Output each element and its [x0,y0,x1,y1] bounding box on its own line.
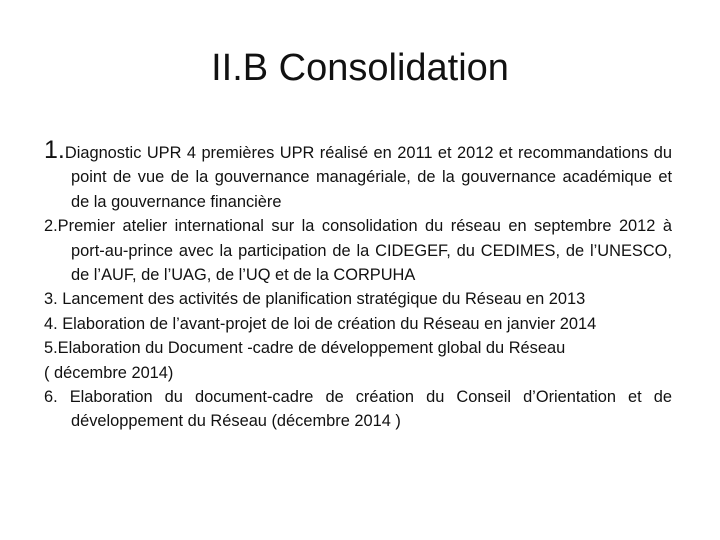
item-text: Elaboration de l’avant-projet de loi de création du Réseau en janvier 2014 [57,314,597,333]
item-text: ( décembre 2014) [44,363,174,382]
item-number: 2. [44,217,58,236]
list-item [44,336,672,360]
slide-title: II.B Consolidation [211,47,509,89]
list-item [44,138,672,214]
item-number: 3. [44,290,58,309]
item-number: 4. [44,314,58,333]
slide-body [44,138,672,434]
item-text: Diagnostic UPR 4 premières UPR réalisé en 2011 et 2012 et recommandations du point de vue de la gouvernance managériale, de la gouvernance académique et de la gouvernance financière [64,144,672,211]
item-number: 6. [44,388,58,407]
list-item [44,385,672,434]
list-item [44,287,672,311]
item-number: 1. [44,136,65,164]
list-item [44,214,672,287]
item-text: Elaboration du Document -cadre de développement global du Réseau [57,339,566,358]
list-item [44,312,672,336]
item-text: Elaboration du document-cadre de création du Conseil d’Orientation et de développement du Réseau (décembre 2014 ) [57,388,672,431]
item-text: Lancement des activités de planification stratégique du Réseau en 2013 [57,290,586,309]
item-number: 5. [44,339,58,358]
item-text: Premier atelier international sur la consolidation du réseau en septembre 2012 à port-au-prince avec la participation de la CIDEGEF, du CEDIMES, de l’UNESCO, de l’AUF, de l’UAG, de l’UQ et de la CORPUHA [57,217,672,285]
list-item-continuation [44,361,672,385]
